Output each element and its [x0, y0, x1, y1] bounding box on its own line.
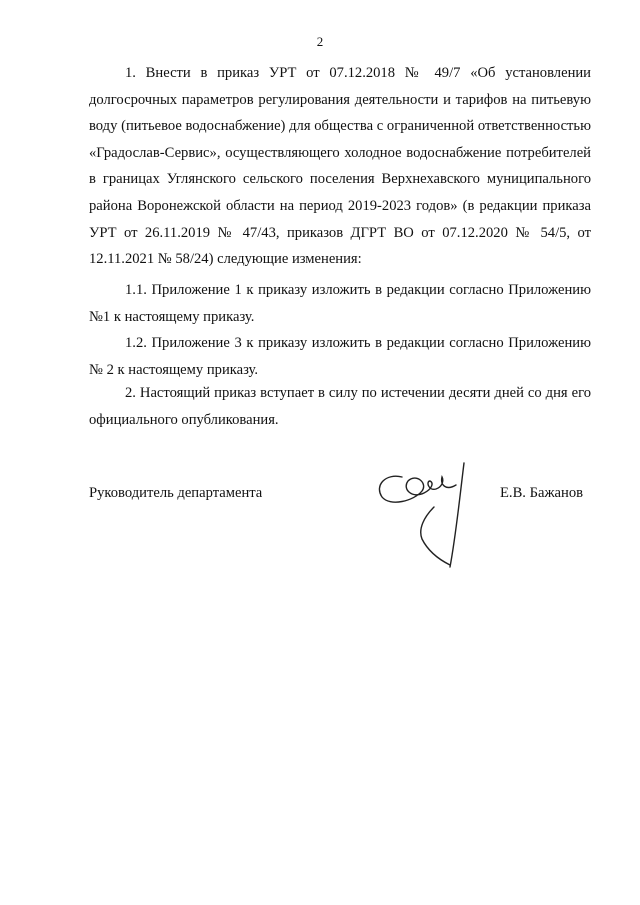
page-number: 2: [316, 34, 324, 49]
paragraph-1: 1. Внести в приказ УРТ от 07.12.2018 № 49/7 «Об установлении долгосрочных параметров регулирования деятельности и тарифов на питьевую воду (питьевое водоснабжение) для общества с ограниченной ответственностью «Градослав-Сервис», осуществляющего холодное водоснабжение потребителей в границах Углянского сельского поселения Верхнехавского муниципального района Воронежской области на период 2019-2023 годов» (в редакции приказа УРТ от 26.11.2019 № 47/43, приказов ДГРТ ВО от 07.12.2020 № 54/5, от 12.11.2021 № 58/24) следующие изменения:: [89, 65, 591, 268]
signatory-title: Руководитель департамента: [89, 485, 263, 501]
paragraph-1-1: 1.1. Приложение 1 к приказу изложить в редакции согласно Приложению №1 к настоящему приказу.: [89, 282, 591, 325]
paragraph-2: 2. Настоящий приказ вступает в силу по истечении десяти дней со дня его официального опубликования.: [89, 385, 591, 428]
signatory-name: Е.В. Бажанов: [500, 485, 584, 501]
handwritten-signature: [372, 455, 482, 575]
paragraph-1-2: 1.2. Приложение 3 к приказу изложить в редакции согласно Приложению № 2 к настоящему приказу.: [89, 335, 591, 378]
